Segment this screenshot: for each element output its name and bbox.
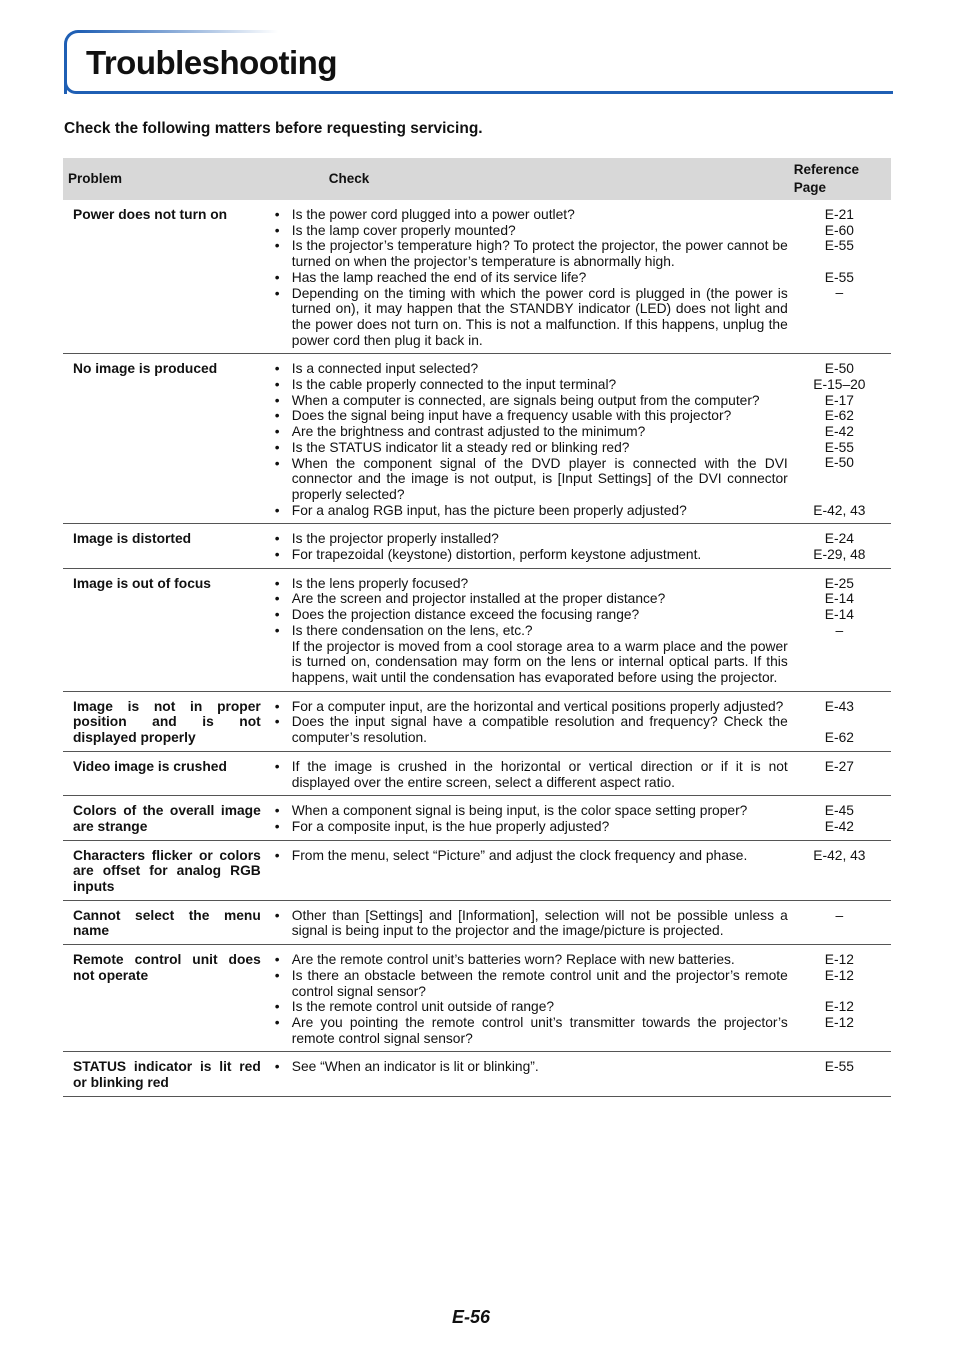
check-item [275,393,788,409]
check-cell [267,200,788,354]
bullet-icon: • [274,361,280,377]
check-text: Is the power cord plugged into a power outlet? [291,207,575,222]
bullet-icon: • [274,269,280,285]
check-cell [267,1052,788,1096]
troubleshooting-table [63,158,891,1097]
reference-page: E-42, 43 [813,847,866,863]
check-text: Is there condensation on the lens, etc.? [291,622,533,638]
bullet-icon: • [274,575,280,591]
check-text: Does the projection distance exceed the focusing range? [291,607,640,623]
check-list [275,908,788,939]
check-list [275,803,788,834]
check-text: Are the remote control unit’s batteries worn? Replace with new batteries. [291,952,735,968]
header-problem: Problem [68,171,123,186]
check-item [275,456,788,503]
check-list [275,1059,788,1075]
reference-cell [788,751,891,795]
reference-page: E-25 [824,575,854,591]
check-item [275,699,788,715]
reference-page: E-14 [824,607,854,623]
reference-page: E-55 [824,269,854,285]
check-item [275,440,788,456]
check-text: Other than [Settings] and [Information], selection will not be possible unless a signal is being input to the projector and the image/picture is projected. [291,907,788,939]
header-check: Check [328,171,370,186]
bullet-icon: • [274,392,280,408]
check-item [275,607,788,623]
check-list [275,207,788,348]
bullet-icon: • [274,408,280,424]
reference-page: E-62 [824,730,854,746]
check-list [275,576,788,686]
check-item [275,819,788,835]
reference-page: – [835,285,844,301]
check-text: Is the STATUS indicator lit a steady red or blinking red? [291,439,630,455]
reference-page: E-50 [824,361,854,377]
check-text: For a computer input, are the horizontal and vertical positions properly adjusted? [291,698,784,714]
reference-page [788,471,891,487]
check-text: When a component signal is being input, is the color space setting proper? [291,803,748,819]
check-item [275,952,788,968]
reference-cell [788,1052,891,1096]
check-text: See “When an indicator is lit or blinking”. [291,1059,539,1075]
bullet-icon: • [274,952,280,968]
table-row [63,751,891,795]
check-item [275,408,788,424]
bullet-icon: • [274,591,280,607]
problem-cell: Colors of the overall image are strange [73,803,261,834]
table-row [63,568,891,691]
reference-page: E-45 [824,803,854,819]
problem-cell: Power does not turn on [73,207,228,222]
reference-page: – [835,622,844,638]
reference-cell [788,200,891,354]
check-text: Has the lamp reached the end of its service life? [291,269,587,285]
header-reference: Reference Page [793,162,860,195]
problem-cell: Characters flicker or colors are offset for analog RGB inputs [73,847,261,895]
check-text: For trapezoidal (keystone) distortion, perform keystone adjustment. [291,547,702,563]
check-item [275,547,788,563]
bullet-icon: • [274,967,280,983]
reference-page: E-55 [824,238,854,254]
check-text: For a analog RGB input, has the picture been properly adjusted? [291,502,687,518]
check-cell [267,945,788,1052]
table-row [63,945,891,1052]
check-text: If the image is crushed in the horizontal or vertical direction or if it is not displayed over the entire screen, select a different aspect ratio. [291,758,788,790]
bullet-icon: • [274,439,280,455]
check-item [275,531,788,547]
reference-cell [788,796,891,840]
problem-cell: Image is out of focus [73,575,211,591]
reference-page: E-17 [824,392,854,408]
check-text: Is the lamp cover properly mounted? [291,222,516,238]
reference-cell [788,568,891,691]
bullet-icon: • [274,847,280,863]
bullet-icon: • [274,714,280,730]
reference-cell [788,524,891,568]
check-list [275,531,788,562]
check-item [275,361,788,377]
problem-cell: STATUS indicator is lit red or blinking red [73,1059,261,1091]
reference-page: E-55 [824,1059,854,1075]
bullet-icon: • [274,607,280,623]
bullet-icon: • [274,698,280,714]
check-text: From the menu, select “Picture” and adjust the clock frequency and phase. [291,847,748,863]
reference-page [788,984,891,1000]
problem-cell: Video image is crushed [73,758,227,774]
reference-page: E-27 [824,758,854,774]
check-list [275,759,788,790]
check-cell [267,354,788,524]
reference-page [788,487,891,503]
check-list [275,952,788,1046]
bullet-icon: • [274,547,280,563]
page-title: Troubleshooting [86,44,337,81]
check-list [275,699,788,746]
reference-page [788,714,891,730]
check-item [275,377,788,393]
bullet-icon: • [274,803,280,819]
reference-page: E-42 [824,818,854,834]
reference-cell [788,691,891,751]
check-item [275,1059,788,1075]
check-item [275,803,788,819]
check-text: Is the projector properly installed? [291,531,499,547]
check-text: Are you pointing the remote control unit’s transmitter towards the projector’s remote control signal sensor? [291,1014,788,1046]
check-cell [267,691,788,751]
table-row [63,200,891,354]
reference-page: E-50 [824,455,854,471]
reference-page: E-12 [824,1014,854,1030]
problem-cell: Remote control unit does not operate [73,952,261,983]
check-item [275,714,788,745]
reference-page: E-15–20 [813,377,866,393]
bullet-icon: • [274,424,280,440]
reference-page: E-24 [824,531,854,547]
check-cell [267,796,788,840]
check-text: Are the brightness and contrast adjusted to the minimum? [291,424,646,440]
check-text: Does the input signal have a compatible resolution and frequency? Check the computer’s resolution. [291,714,788,746]
section-subtitle: Check the following matters before requesting servicing. [64,120,483,137]
reference-cell [788,354,891,524]
check-text: Is the cable properly connected to the input terminal? [291,377,617,393]
bullet-icon: • [274,377,280,393]
check-item [275,207,788,223]
check-item [275,908,788,939]
check-item [275,238,788,269]
check-item [275,999,788,1015]
table-row [63,354,891,524]
check-item [275,623,788,639]
reference-cell [788,900,891,944]
table-row [63,840,891,900]
reference-page: E-42 [824,424,854,440]
reference-page: E-42, 43 [813,502,866,518]
problem-cell: No image is produced [73,361,218,377]
bullet-icon: • [274,207,280,222]
table-row [63,796,891,840]
bullet-icon: • [274,502,280,518]
table-header-row [63,158,891,200]
bullet-icon: • [274,818,280,834]
bullet-icon: • [274,455,280,471]
table-row [63,524,891,568]
reference-page: E-21 [824,207,854,222]
check-item [275,286,788,349]
check-text: Depending on the timing with which the power cord is plugged in (the power is turned on), it may happen that the STANDBY indicator (LED) does not light and the power does not turn on. This is not a malfunction. If this happens, unplug the power cord then plug it back in. [291,285,788,348]
bullet-icon: • [274,907,280,923]
title-frame-bottom-line [78,91,893,94]
check-text: Are the screen and projector installed at the proper distance? [291,591,666,607]
reference-page [788,254,891,270]
problem-cell: Image is not in proper position and is not displayed properly [73,698,261,746]
reference-cell [788,840,891,900]
check-item [275,1015,788,1046]
bullet-icon: • [274,1014,280,1030]
bullet-icon: • [274,999,280,1015]
reference-page: E-29, 48 [813,547,866,563]
check-item [275,503,788,519]
check-cell [267,524,788,568]
check-item [275,424,788,440]
reference-page: – [835,907,844,923]
check-text: Is the remote control unit outside of range? [291,999,555,1015]
check-cell [267,900,788,944]
bullet-icon: • [274,622,280,638]
check-text: For a composite input, is the hue properly adjusted? [291,818,610,834]
bullet-icon: • [274,531,280,547]
reference-page: E-12 [824,967,854,983]
check-text: Does the signal being input have a frequency usable with this projector? [291,408,732,424]
check-cell [267,568,788,691]
reference-page: E-12 [824,952,854,968]
bullet-icon: • [274,285,280,301]
reference-cell [788,945,891,1052]
title-frame-top-line [78,30,278,33]
reference-page: E-12 [824,999,854,1015]
check-item [275,576,788,592]
check-item [275,968,788,999]
check-text: Is there an obstacle between the remote control unit and the projector’s remote control signal sensor? [291,967,788,999]
problem-cell: Image is distorted [73,531,192,547]
check-text: Is the projector’s temperature high? To protect the projector, the power cannot be turned on when the projector’s temperature is abnormally high. [291,238,788,270]
reference-page: E-43 [824,698,854,714]
check-list [275,848,788,864]
bullet-icon: • [274,222,280,238]
check-item [275,223,788,239]
bullet-icon: • [274,238,280,254]
check-text: If the projector is moved from a cool storage area to a warm place and the power is turned on, condensation may form on the lens or internal optical parts. If this happens, wait until the condensation has evaporated before using the projector. [291,638,788,685]
reference-page: E-62 [824,408,854,424]
check-text: When the component signal of the DVD player is connected with the DVI connector and the image is not output, is [Input Settings] of the DVI connector properly selected? [291,455,788,502]
check-text: Is a connected input selected? [291,361,479,377]
reference-page: E-60 [824,222,854,238]
check-cell [267,840,788,900]
page-number: E-56 [452,1307,491,1327]
reference-page: E-55 [824,439,854,455]
check-cell [267,751,788,795]
check-item [275,759,788,790]
table-body [63,200,891,1096]
check-item [275,848,788,864]
table-row [63,900,891,944]
check-item [275,591,788,607]
problem-cell: Cannot select the menu name [73,907,261,939]
check-item [275,639,788,686]
bullet-icon: • [274,1059,280,1075]
check-text: Is the lens properly focused? [291,575,469,591]
reference-page: E-14 [824,591,854,607]
check-list [275,361,788,518]
bullet-icon: • [274,758,280,774]
table-row [63,1052,891,1096]
check-item [275,270,788,286]
table-row [63,691,891,751]
check-text: When a computer is connected, are signals being output from the computer? [291,392,760,408]
